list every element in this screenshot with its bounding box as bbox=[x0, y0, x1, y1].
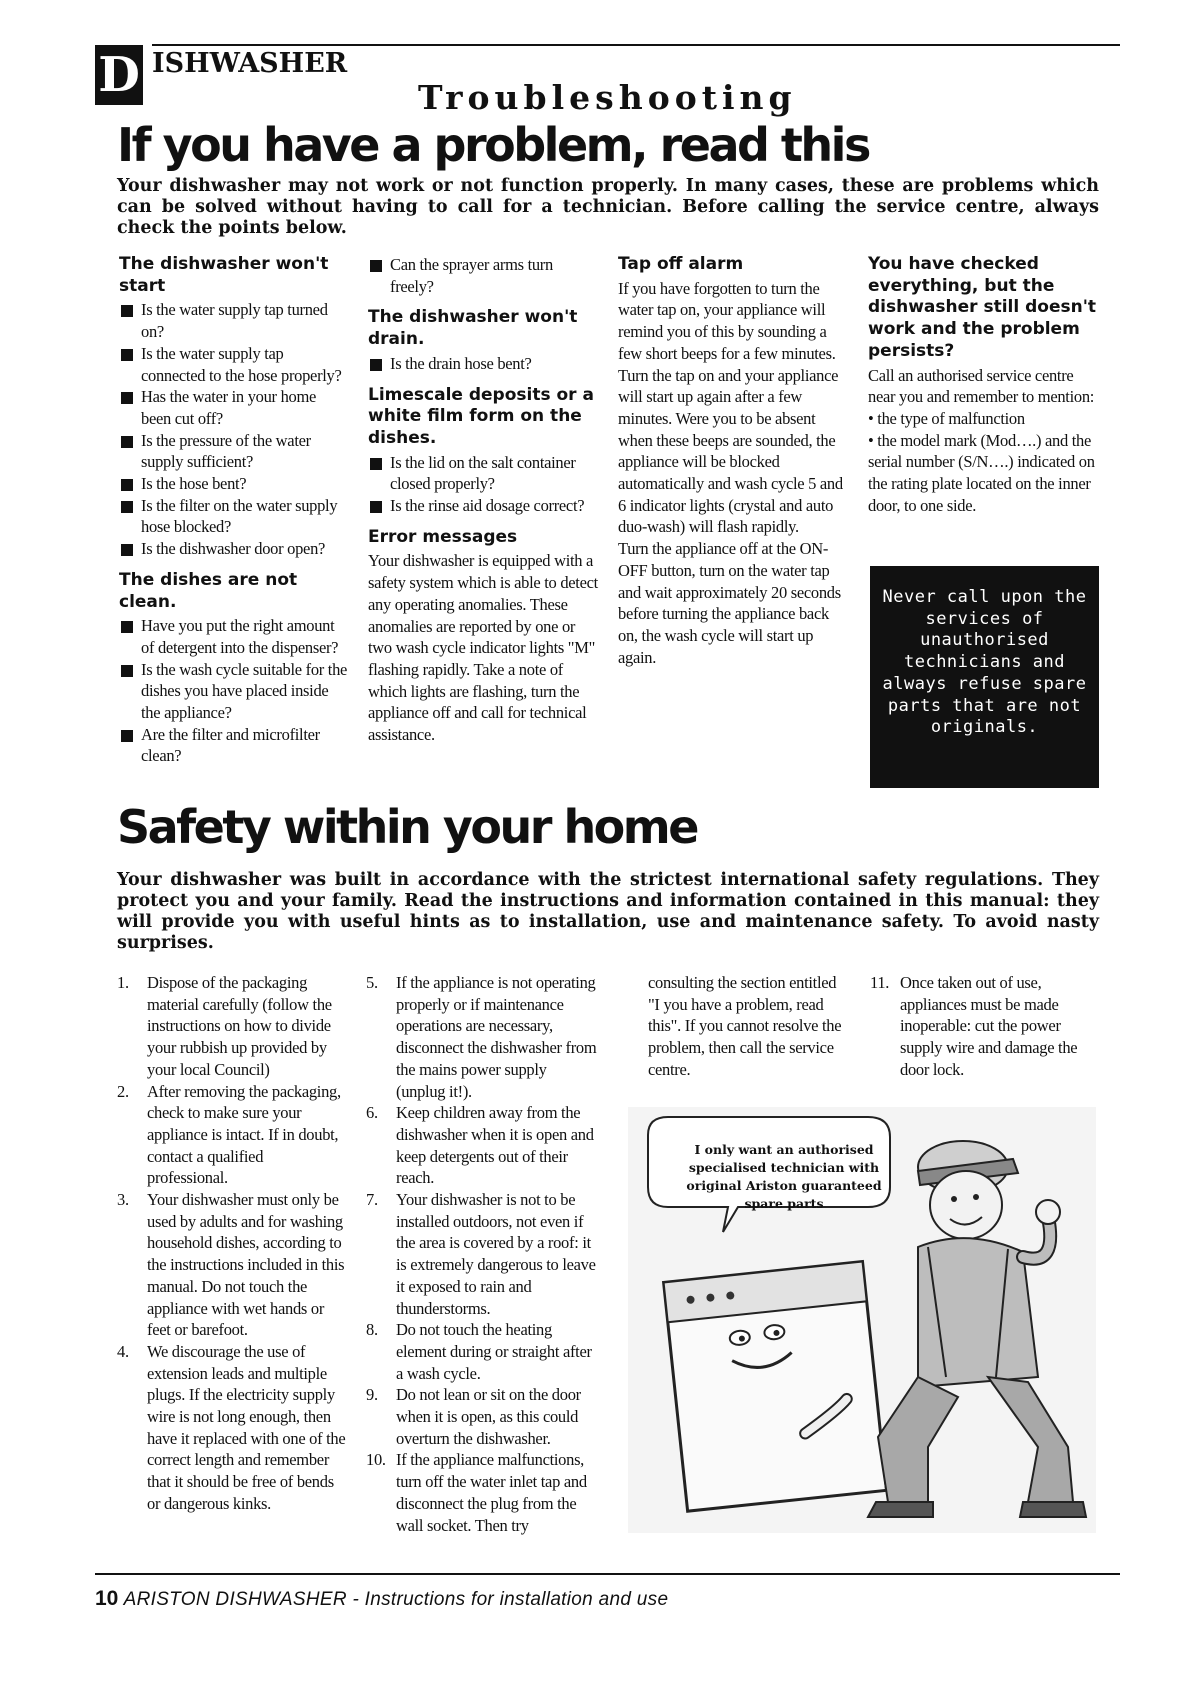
footer bbox=[95, 1587, 668, 1611]
not-clean-heading: The dishes are not clean. bbox=[119, 569, 298, 612]
bullet-item: • the model mark (Mod….) and the serial number (S/N….) indicated on the rating plate located on the inner door, to one side. bbox=[868, 430, 1095, 515]
safety-column-3 bbox=[648, 972, 848, 1081]
list-item: Can the sprayer arms turn freely? bbox=[368, 254, 598, 297]
error-messages-heading: Error messages bbox=[368, 526, 518, 547]
list-item: Is the pressure of the water supply sufficient? bbox=[119, 430, 349, 473]
list-item: Is the rinse aid dosage correct? bbox=[368, 495, 598, 517]
list-item: 8. Do not touch the heating element during or straight after a wash cycle. bbox=[366, 1320, 592, 1383]
list-item: 5. If the appliance is not operating properly or if maintenance operations are necessary, disconnect the dishwasher from the mains power supply (unplug it!). bbox=[366, 973, 597, 1101]
list-item: 1. Dispose of the packaging material carefully (follow the instructions on how to divide your rubbish up provided by your local Council) bbox=[117, 973, 332, 1079]
safety-column-2 bbox=[366, 972, 598, 1536]
error-messages-text: Your dishwasher is equipped with a safety system which is able to detect any operating anomalies. These anomalies are reported by one or two wash cycle indicator lights "M" flashing rapidly. Take a note of which lights are flashing, turn the appliance off and call for technical assistance. bbox=[368, 551, 598, 745]
list-item: 9. Do not lean or sit on the door when it is open, as this could overturn the dishwasher. bbox=[366, 1385, 581, 1448]
safety-intro: Your dishwasher was built in accordance with the strictest international safety regulations. They protect you and your family. Read the instructions and information contained in this manual: they will provide you with useful hints as to installation, use and maintenance safety. To avoid nasty surprises. bbox=[117, 870, 1099, 953]
safety-column-1 bbox=[117, 972, 347, 1515]
list-item: Is the water supply tap turned on? bbox=[119, 299, 349, 342]
list-item: 10. If the appliance malfunctions, turn off the water inlet tap and disconnect the plug from the wall socket. Then try bbox=[366, 1450, 587, 1535]
checked-everything-text: Call an authorised service centre near you and remember to mention: bbox=[868, 365, 1095, 407]
item-10-continued: consulting the section entitled "I you have a problem, read this". If you cannot resolve the problem, then call the service centre. bbox=[648, 973, 842, 1079]
list-item: Is the dishwasher door open? bbox=[119, 538, 349, 560]
list-item: Are the filter and microfilter clean? bbox=[119, 724, 349, 767]
list-item: Is the wash cycle suitable for the dishes you have placed inside the appliance? bbox=[119, 659, 349, 724]
list-item: 3. Your dishwasher must only be used by adults and for washing household dishes, according to the instructions included in this manual. Do not touch the appliance with wet hands or feet or barefoot. bbox=[117, 1190, 345, 1340]
list-item: Is the hose bent? bbox=[119, 473, 349, 495]
column-1 bbox=[119, 254, 349, 767]
list-item: Is the lid on the salt container closed properly? bbox=[368, 452, 598, 495]
brand-initial: D bbox=[95, 45, 143, 105]
troubleshooting-intro: Your dishwasher may not work or not function properly. In many cases, these are problems which can be solved without having to call for a technician. Before calling the service centre, always check the points below. bbox=[117, 176, 1099, 238]
column-3 bbox=[618, 254, 848, 668]
bullet-item: • the type of malfunction bbox=[868, 408, 1025, 428]
troubleshooting-heading: If you have a problem, read this bbox=[117, 118, 869, 172]
safety-column-4 bbox=[870, 972, 1102, 1081]
checked-everything-heading: You have checked everything, but the dishwasher still doesn't work and the problem persists? bbox=[868, 254, 1097, 361]
brand-title: ISHWASHER bbox=[152, 48, 348, 79]
tap-off-alarm-text: If you have forgotten to turn the water tap on, your appliance will remind you of this by sounding a few short beeps for a few minutes. Turn the tap on and your appliance will start up again after a few minutes. Were you to be absent when these beeps are sounded, the appliance will be blocked automatically and wash cycle 5 and 6 indicator lights (crystal and auto duo-wash) will flash rapidly. bbox=[618, 278, 843, 537]
list-item: Is the filter on the water supply hose blocked? bbox=[119, 495, 349, 538]
bottom-rule bbox=[95, 1573, 1120, 1575]
list-item: 6. Keep children away from the dishwasher when it is open and keep detergents out of their reach. bbox=[366, 1103, 594, 1188]
list-item: Is the water supply tap connected to the hose properly? bbox=[119, 343, 349, 386]
wont-start-heading: The dishwasher won't start bbox=[119, 254, 329, 296]
wont-start-list bbox=[119, 299, 349, 559]
footer-text: ARISTON DISHWASHER - Instructions for installation and use bbox=[123, 1589, 669, 1610]
page-number: 10 bbox=[95, 1587, 119, 1610]
list-item: Have you put the right amount of detergent into the dispenser? bbox=[119, 615, 349, 658]
tap-off-alarm-heading: Tap off alarm bbox=[618, 254, 744, 274]
top-rule bbox=[152, 44, 1120, 46]
list-item: Is the drain hose bent? bbox=[368, 353, 598, 375]
list-item: 2. After removing the packaging, check to make sure your appliance is intact. If in doubt, contact a qualified professional. bbox=[117, 1081, 341, 1188]
speech-bubble: I only want an authorised specialised technician with original Ariston guaranteed spare parts bbox=[686, 1142, 882, 1211]
limescale-heading: Limescale deposits or a white film form on the dishes. bbox=[368, 384, 594, 448]
list-item: 11. Once taken out of use, appliances must be made inoperable: cut the power supply wire and damage the door lock. bbox=[870, 973, 1078, 1079]
list-item: 4. We discourage the use of extension leads and multiple plugs. If the electricity supply wire is not long enough, then have it replaced with one of the correct length and remember that it should be free of bends or dangerous kinks. bbox=[117, 1341, 346, 1513]
list-item: Has the water in your home been cut off? bbox=[119, 386, 349, 429]
column-4 bbox=[868, 254, 1100, 516]
warning-box: Never call upon the services of unauthorised technicians and always refuse spare parts that are not originals. bbox=[870, 566, 1099, 788]
safety-heading: Safety within your home bbox=[117, 800, 697, 854]
list-item: 7. Your dishwasher is not to be installed outdoors, not even if the area is covered by a roof: it is extremely dangerous to leave it exposed to rain and thunderstorms. bbox=[366, 1190, 596, 1318]
wont-drain-heading: The dishwasher won't drain. bbox=[368, 307, 578, 350]
section-title: Troubleshooting bbox=[418, 78, 797, 117]
not-clean-list bbox=[119, 615, 349, 767]
tap-off-alarm-text-2: Turn the appliance off at the ON-OFF button, turn on the water tap and wait approximately 20 seconds before turning the appliance back on, the wash cycle will start up again. bbox=[618, 539, 841, 667]
column-2 bbox=[368, 254, 598, 746]
